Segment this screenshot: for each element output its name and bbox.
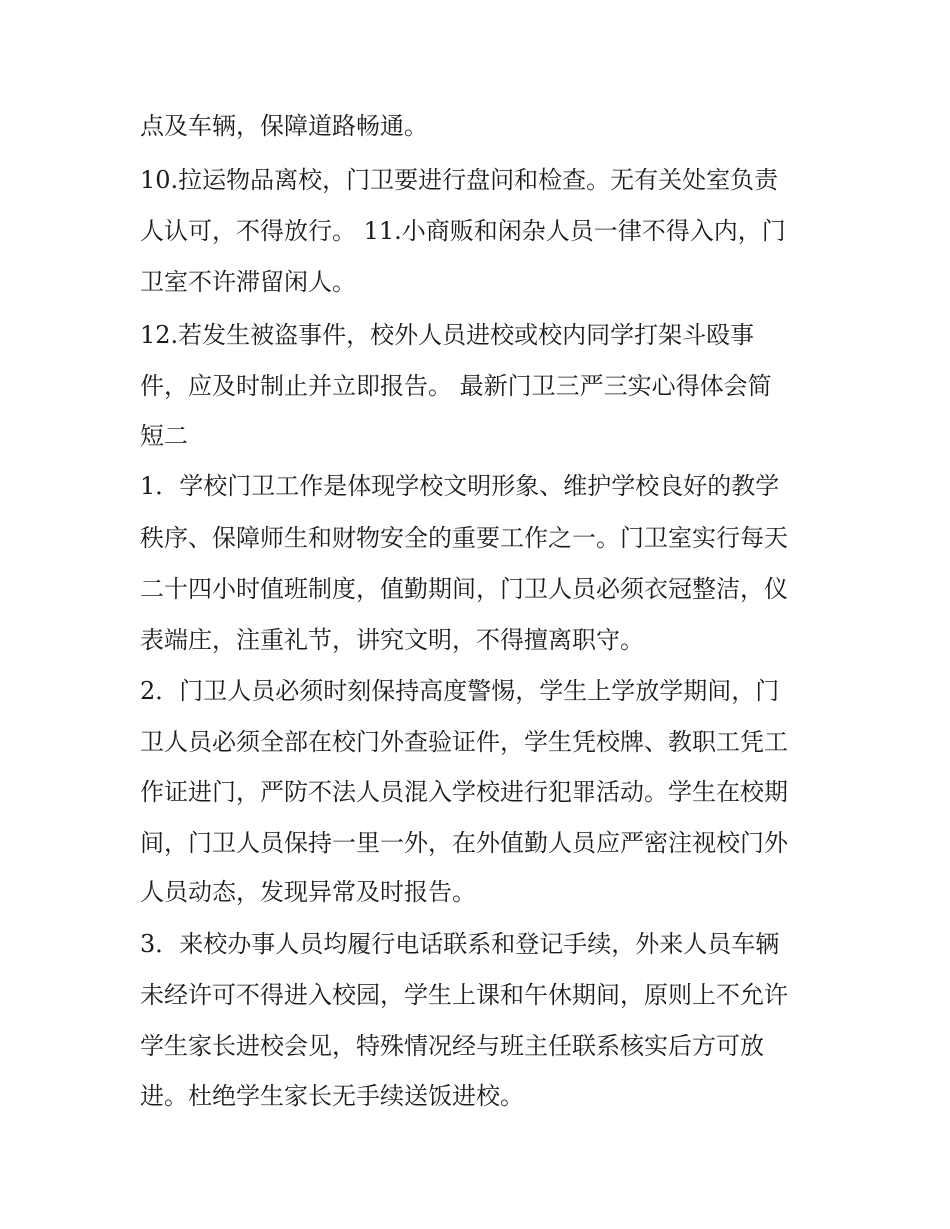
text-line: 12.若发生被盗事件，校外人员进校或校内同学打架斗殴事 <box>140 321 755 349</box>
text-line: 间，门卫人员保持一里一外，在外值勤人员应严密注视校门外 <box>140 829 788 857</box>
text-line: 短二 <box>140 422 188 450</box>
text-line: 未经许可不得进入校园，学生上课和午休期间，原则上不允许 <box>140 981 788 1009</box>
text-line: 进。杜绝学生家长无手续送饭进校。 <box>140 1082 524 1110</box>
text-line: 人员动态，发现异常及时报告。 <box>140 878 476 906</box>
text-line: 卫室不许滞留闲人。 <box>140 268 356 296</box>
text-line: 表端庄，注重礼节，讲究文明，不得擅离职守。 <box>140 626 644 654</box>
text-line: 二十四小时值班制度，值勤期间，门卫人员必须衣冠整洁，仪 <box>140 575 788 603</box>
text-line: 10.拉运物品离校，门卫要进行盘问和检查。无有关处室负责 <box>140 166 779 194</box>
text-line: 点及车辆，保障道路畅通。 <box>140 112 428 140</box>
text-line: 件，应及时制止并立即报告。 最新门卫三严三实心得体会简 <box>140 372 772 400</box>
text-line: 3．来校办事人员均履行电话联系和登记手续，外来人员车辆 <box>140 930 780 958</box>
text-line: 2．门卫人员必须时刻保持高度警惕，学生上学放学期间，门 <box>140 677 780 705</box>
text-line: 人认可，不得放行。 11.小商贩和闲杂人员一律不得入内，门 <box>140 217 786 245</box>
text-line: 秩序、保障师生和财物安全的重要工作之一。门卫室实行每天 <box>140 524 788 552</box>
text-line: 1．学校门卫工作是体现学校文明形象、维护学校良好的教学 <box>140 472 780 500</box>
text-line: 卫人员必须全部在校门外查验证件，学生凭校牌、教职工凭工 <box>140 728 788 756</box>
text-line: 作证进门，严防不法人员混入学校进行犯罪活动。学生在校期 <box>140 778 788 806</box>
text-line: 学生家长进校会见，特殊情况经与班主任联系核实后方可放 <box>140 1032 764 1060</box>
